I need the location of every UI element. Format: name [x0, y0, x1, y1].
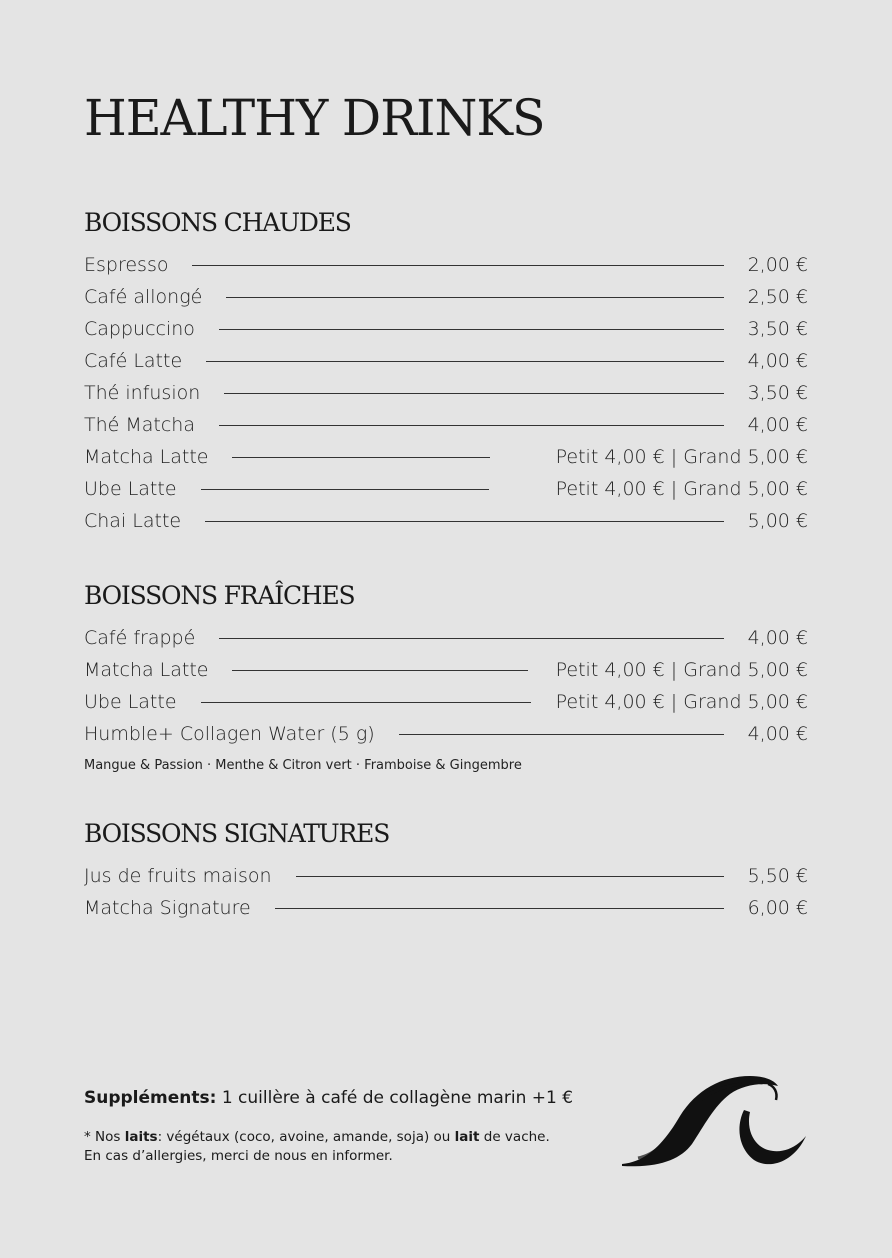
item-price: 5,50 € — [747, 865, 808, 887]
menu-item — [84, 622, 808, 654]
item-name: Ube Latte — [84, 478, 177, 500]
item-name: Café allongé — [84, 286, 203, 308]
supplements-line — [84, 1088, 624, 1108]
menu-item — [84, 505, 808, 537]
leader-line — [192, 265, 723, 266]
allergy-note: En cas d’allergies, merci de nous en informer. — [84, 1148, 393, 1164]
menu-item — [84, 377, 808, 409]
section-heading-cold: BOISSONS FRAÎCHES — [84, 581, 355, 610]
item-name: Matcha Latte — [84, 659, 209, 681]
leader-line — [399, 734, 724, 735]
menu-item — [84, 409, 808, 441]
leader-line — [232, 457, 490, 458]
item-name: Ube Latte — [84, 691, 177, 713]
milk-note — [84, 1128, 624, 1147]
milk-allergy-notes — [84, 1128, 624, 1166]
wave-logo-icon — [618, 1070, 810, 1172]
item-name: Cappuccino — [84, 318, 195, 340]
item-price: 2,50 € — [747, 286, 808, 308]
supplements-text: 1 cuillère à café de collagène marin +1 € — [216, 1088, 574, 1108]
item-price: Petit 4,00 € | Grand 5,00 € — [555, 446, 808, 468]
menu-item — [84, 281, 808, 313]
item-name: Matcha Latte — [84, 446, 209, 468]
leader-line — [219, 329, 724, 330]
item-price: 3,50 € — [747, 318, 808, 340]
item-price: 4,00 € — [747, 723, 808, 745]
item-price: 3,50 € — [747, 382, 808, 404]
section-cold-drinks — [84, 580, 808, 773]
section-heading-signature: BOISSONS SIGNATURES — [84, 819, 390, 848]
leader-line — [275, 908, 724, 909]
item-price: 6,00 € — [747, 897, 808, 919]
item-name: Thé infusion — [84, 382, 201, 404]
milk-text-2: de vache. — [479, 1129, 550, 1145]
menu-item — [84, 860, 808, 892]
leader-line — [219, 638, 723, 639]
menu-item — [84, 892, 808, 924]
item-name: Café frappé — [84, 627, 196, 649]
menu-item — [84, 441, 808, 473]
menu-item — [84, 313, 808, 345]
item-price: Petit 4,00 € | Grand 5,00 € — [555, 659, 808, 681]
page-title: HEALTHY DRINKS — [84, 89, 545, 147]
item-price: 2,00 € — [747, 254, 808, 276]
footer-notes — [84, 1088, 624, 1166]
menu-item — [84, 473, 808, 505]
supplements-label: Suppléments: — [84, 1088, 217, 1108]
menu-item — [84, 686, 808, 718]
item-name: Thé Matcha — [84, 414, 195, 436]
leader-line — [232, 670, 528, 671]
flavors-note: Mangue & Passion · Menthe & Citron vert · Framboise & Gingembre — [84, 758, 522, 773]
item-price: Petit 4,00 € | Grand 5,00 € — [555, 478, 808, 500]
item-name: Espresso — [84, 254, 169, 276]
leader-line — [201, 702, 531, 703]
leader-line — [219, 425, 724, 426]
leader-line — [224, 393, 723, 394]
item-name: Matcha Signature — [84, 897, 251, 919]
section-hot-drinks — [84, 207, 808, 537]
menu-item — [84, 249, 808, 281]
leader-line — [226, 297, 723, 298]
menu-item — [84, 345, 808, 377]
item-price: 4,00 € — [747, 627, 808, 649]
leader-line — [296, 876, 724, 877]
item-name: Jus de fruits maison — [84, 865, 272, 887]
item-name: Humble+ Collagen Water (5 g) — [84, 723, 375, 745]
milk-prefix: * Nos — [84, 1129, 125, 1145]
item-price: Petit 4,00 € | Grand 5,00 € — [555, 691, 808, 713]
section-signature-drinks — [84, 818, 808, 924]
milk-text: : végétaux (coco, avoine, amande, soja) ou — [157, 1129, 455, 1145]
item-price: 4,00 € — [747, 350, 808, 372]
item-name: Chai Latte — [84, 510, 182, 532]
leader-line — [201, 489, 489, 490]
menu-item — [84, 718, 808, 750]
item-name: Café Latte — [84, 350, 183, 372]
leader-line — [206, 361, 723, 362]
milk-label: laits — [124, 1129, 158, 1145]
milk-label-2: lait — [454, 1129, 480, 1145]
section-heading-hot: BOISSONS CHAUDES — [84, 208, 351, 237]
menu-item — [84, 654, 808, 686]
item-price: 5,00 € — [747, 510, 808, 532]
item-price: 4,00 € — [747, 414, 808, 436]
leader-line — [205, 521, 723, 522]
